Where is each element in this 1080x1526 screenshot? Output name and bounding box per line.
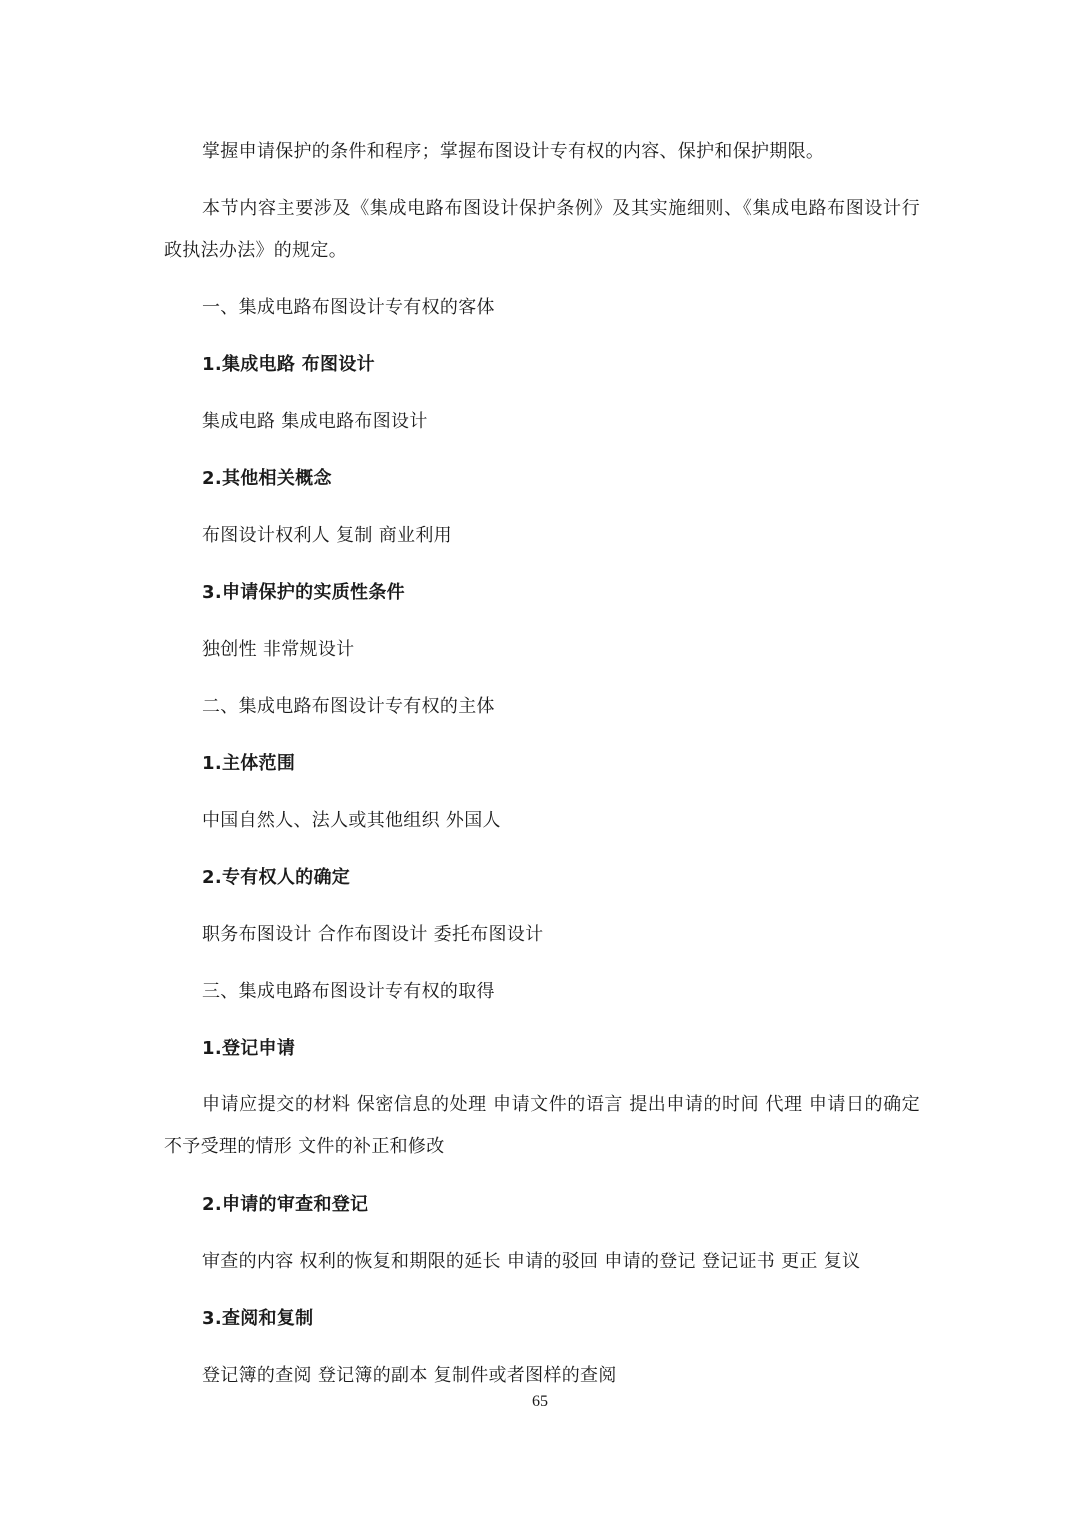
section-2-item-2-title: 2.专有权人的确定 [202, 867, 351, 888]
section-1-item-1-title: 1.集成电路 布图设计 [202, 354, 375, 375]
section-2-item-1-text: 中国自然人、法人或其他组织 外国人 [202, 810, 501, 831]
section-2-item-2-text: 职务布图设计 合作布图设计 委托布图设计 [202, 924, 544, 945]
section-3-item-1-text: 申请应提交的材料 保密信息的处理 申请文件的语言 提出申请的时间 代理 申请日的确定 不予受理的情形 文件的补正和修改 [164, 1094, 920, 1157]
section-3-item-3-text: 登记簿的查阅 登记簿的副本 复制件或者图样的查阅 [202, 1365, 617, 1386]
section-2-heading: 二、集成电路布图设计专有权的主体 [202, 696, 495, 717]
intro-paragraph-2: 本节内容主要涉及《集成电路布图设计保护条例》及其实施细则、《集成电路布图设计行政执法办法》的规定。 [164, 198, 920, 261]
intro-paragraph-1: 掌握申请保护的条件和程序；掌握布图设计专有权的内容、保护和保护期限。 [202, 141, 825, 162]
section-1-item-3-title: 3.申请保护的实质性条件 [202, 582, 405, 603]
section-1-item-3-text: 独创性 非常规设计 [202, 639, 355, 660]
section-3-item-2-text: 审查的内容 权利的恢复和期限的延长 申请的驳回 申请的登记 登记证书 更正 复议 [202, 1251, 861, 1272]
section-3-item-2-title: 2.申请的审查和登记 [202, 1194, 369, 1215]
section-2-item-1-title: 1.主体范围 [202, 753, 296, 774]
section-1-item-2-text: 布图设计权利人 复制 商业利用 [202, 525, 452, 546]
section-1-heading: 一、集成电路布图设计专有权的客体 [202, 297, 495, 318]
page-number: 65 [532, 1393, 548, 1410]
section-3-heading: 三、集成电路布图设计专有权的取得 [202, 981, 495, 1002]
section-1-item-1-text: 集成电路 集成电路布图设计 [202, 411, 428, 432]
section-3-item-1-title: 1.登记申请 [202, 1038, 296, 1059]
section-3-item-3-title: 3.查阅和复制 [202, 1308, 314, 1329]
section-1-item-2-title: 2.其他相关概念 [202, 468, 332, 489]
